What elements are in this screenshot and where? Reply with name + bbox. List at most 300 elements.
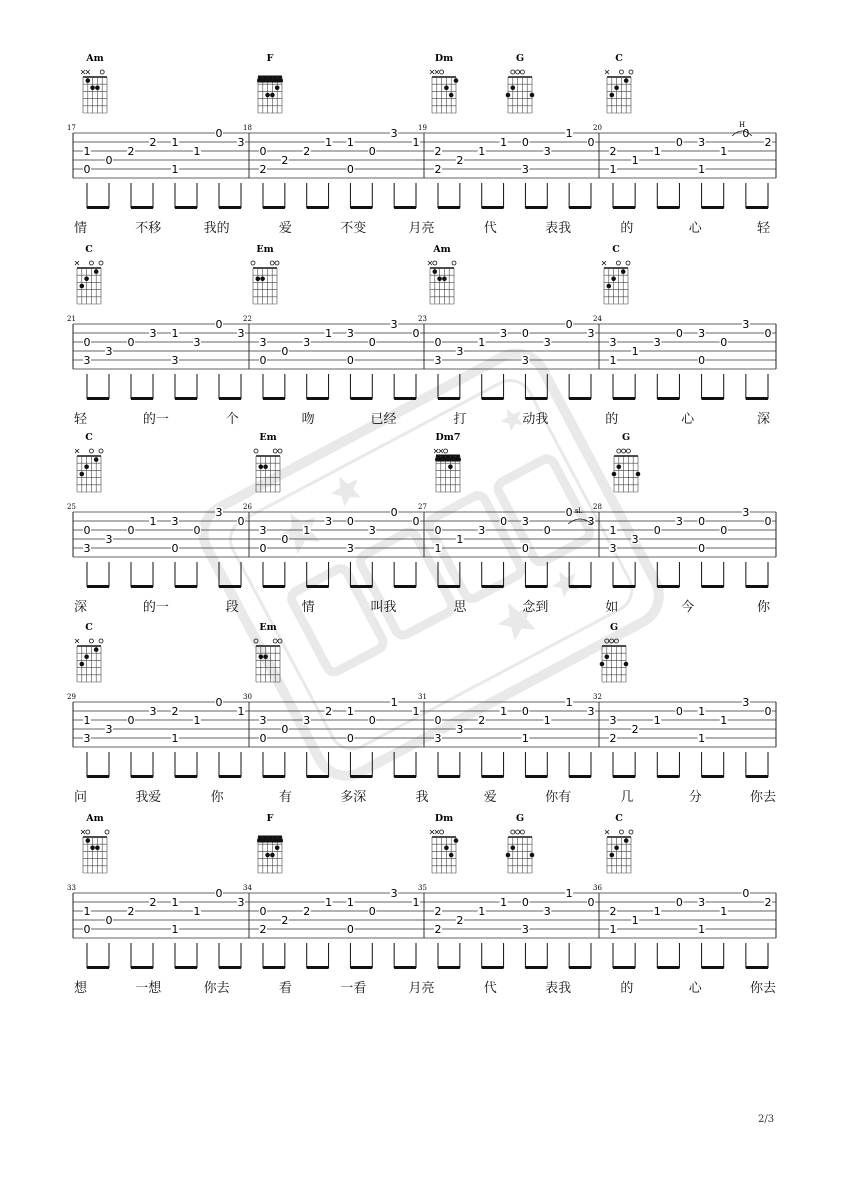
fret-number: 1 bbox=[390, 696, 398, 709]
note-beam bbox=[702, 397, 724, 400]
fret-number: 0 bbox=[698, 542, 706, 555]
note-beam bbox=[394, 585, 416, 588]
finger-dot bbox=[80, 472, 85, 477]
lyric-word: 你 bbox=[210, 790, 224, 805]
finger-dot bbox=[449, 93, 454, 98]
fret-number: 1 bbox=[171, 923, 179, 936]
open-marker bbox=[251, 261, 255, 265]
fret-number: 0 bbox=[587, 896, 595, 909]
fret-number: 1 bbox=[653, 905, 661, 918]
chord-name: Am bbox=[86, 53, 104, 64]
fret-number: 1 bbox=[303, 524, 311, 537]
fret-number: 0 bbox=[171, 542, 179, 555]
fret-number: 2 bbox=[325, 705, 333, 718]
note-beam bbox=[394, 397, 416, 400]
fret-number: 0 bbox=[368, 145, 376, 158]
finger-dot bbox=[454, 78, 459, 83]
fret-number: 1 bbox=[500, 136, 508, 149]
chord-diagram-G bbox=[506, 813, 535, 873]
chord-diagram-Dm bbox=[430, 53, 458, 113]
finger-dot bbox=[624, 78, 629, 83]
fret-number: 3 bbox=[346, 542, 354, 555]
open-marker bbox=[89, 449, 93, 453]
fret-number: 3 bbox=[521, 515, 529, 528]
lyric-word: 一想 bbox=[135, 981, 162, 996]
open-marker bbox=[86, 830, 90, 834]
fret-number: 2 bbox=[303, 905, 311, 918]
tab-system-2 bbox=[67, 315, 776, 400]
note-beam bbox=[219, 397, 241, 400]
note-beam bbox=[87, 775, 109, 778]
fret-number: 1 bbox=[478, 905, 486, 918]
measure-number: 30 bbox=[243, 693, 252, 701]
note-beam bbox=[702, 585, 724, 588]
measure-number: 22 bbox=[243, 315, 252, 323]
fret-number: 1 bbox=[171, 732, 179, 745]
note-beam bbox=[569, 585, 591, 588]
fret-number: 3 bbox=[83, 732, 91, 745]
finger-dot bbox=[511, 846, 516, 851]
fret-number: 0 bbox=[390, 506, 398, 519]
fret-number: 0 bbox=[127, 714, 135, 727]
finger-dot bbox=[444, 846, 449, 851]
note-beam bbox=[263, 775, 285, 778]
measure-number: 24 bbox=[593, 315, 602, 323]
fret-number: 2 bbox=[149, 896, 157, 909]
note-beam bbox=[613, 966, 635, 969]
note-beam bbox=[482, 585, 504, 588]
chord-name: C bbox=[612, 244, 620, 255]
fret-number: 3 bbox=[742, 696, 750, 709]
open-marker bbox=[622, 449, 626, 453]
chord-name: Dm bbox=[434, 53, 454, 64]
note-beam bbox=[613, 585, 635, 588]
lyric-word: 我 bbox=[415, 790, 429, 805]
lyric-word: 动我 bbox=[522, 412, 549, 427]
fret-number: 3 bbox=[149, 705, 157, 718]
fret-number: 3 bbox=[325, 515, 333, 528]
open-marker bbox=[629, 830, 633, 834]
measure-number: 19 bbox=[418, 124, 427, 132]
fret-number: 1 bbox=[412, 705, 420, 718]
finger-dot bbox=[95, 86, 100, 91]
lyric-word: 代 bbox=[483, 221, 497, 236]
fret-number: 3 bbox=[609, 336, 617, 349]
open-marker bbox=[273, 639, 277, 643]
fret-number: 1 bbox=[720, 905, 728, 918]
fret-number: 0 bbox=[368, 905, 376, 918]
note-beam bbox=[131, 966, 153, 969]
lyric-word: 表我 bbox=[545, 981, 572, 996]
fret-number: 0 bbox=[193, 524, 201, 537]
chord-name: C bbox=[85, 244, 93, 255]
note-beam bbox=[307, 966, 329, 969]
lyric-word: 个 bbox=[225, 412, 239, 427]
lyric-word: 我的 bbox=[203, 221, 230, 236]
fret-number: 0 bbox=[698, 354, 706, 367]
finger-dot bbox=[265, 93, 270, 98]
finger-dot bbox=[260, 277, 265, 282]
fret-number: 0 bbox=[434, 524, 442, 537]
fret-number: 3 bbox=[698, 136, 706, 149]
note-beam bbox=[263, 397, 285, 400]
lyric-word: 吻 bbox=[301, 412, 315, 427]
finger-dot bbox=[84, 465, 89, 470]
fret-number: 3 bbox=[237, 896, 245, 909]
finger-dot bbox=[621, 269, 626, 274]
open-marker bbox=[433, 261, 437, 265]
fret-number: 0 bbox=[127, 336, 135, 349]
note-beam bbox=[569, 206, 591, 209]
fret-number: 1 bbox=[325, 136, 333, 149]
open-marker bbox=[626, 449, 630, 453]
fret-number: 3 bbox=[631, 533, 639, 546]
open-marker bbox=[616, 261, 620, 265]
fret-number: 1 bbox=[631, 345, 639, 358]
fret-number: 3 bbox=[434, 732, 442, 745]
lyric-word: 情 bbox=[74, 221, 88, 236]
fret-number: 0 bbox=[346, 163, 354, 176]
fret-number: 3 bbox=[259, 524, 267, 537]
lyric-word: 我爱 bbox=[135, 790, 162, 805]
finger-dot bbox=[80, 284, 85, 289]
fret-number: 3 bbox=[587, 705, 595, 718]
finger-dot bbox=[449, 853, 454, 858]
fret-number: 0 bbox=[434, 714, 442, 727]
fret-number: 2 bbox=[281, 154, 289, 167]
lyric-word: 月亮 bbox=[408, 221, 435, 236]
lyric-word: 轻 bbox=[757, 221, 771, 236]
fret-number: 0 bbox=[521, 705, 529, 718]
lyric-word: 爱 bbox=[483, 790, 497, 805]
fret-number: 0 bbox=[105, 154, 113, 167]
note-beam bbox=[438, 585, 460, 588]
fret-number: 0 bbox=[587, 136, 595, 149]
lyric-word: 心 bbox=[688, 981, 702, 996]
lyric-word: 不变 bbox=[340, 221, 367, 236]
lyric-word: 看 bbox=[278, 981, 292, 996]
chord-name: G bbox=[515, 53, 525, 64]
note-beam bbox=[131, 397, 153, 400]
finger-dot bbox=[454, 838, 459, 843]
watermark-star-icon bbox=[326, 470, 366, 510]
fret-number: 3 bbox=[456, 723, 464, 736]
fret-number: 2 bbox=[149, 136, 157, 149]
lyric-word: 心 bbox=[688, 221, 702, 236]
chord-diagram-F bbox=[257, 53, 283, 113]
lyric-word: 已经 bbox=[370, 412, 397, 427]
fret-number: 0 bbox=[259, 732, 267, 745]
fret-number: 1 bbox=[193, 714, 201, 727]
fret-number: 3 bbox=[303, 714, 311, 727]
fret-number: 3 bbox=[259, 714, 267, 727]
fret-number: 0 bbox=[237, 515, 245, 528]
lyric-word: 爱 bbox=[278, 221, 292, 236]
note-beam bbox=[657, 397, 679, 400]
chord-diagram-Am bbox=[81, 813, 109, 873]
note-beam bbox=[263, 206, 285, 209]
fret-number: 0 bbox=[521, 327, 529, 340]
note-beam bbox=[746, 206, 768, 209]
chord-diagram-Am bbox=[428, 244, 456, 304]
fret-number: 1 bbox=[609, 923, 617, 936]
fret-number: 2 bbox=[434, 163, 442, 176]
finger-dot bbox=[275, 86, 280, 91]
chord-diagram-C bbox=[75, 432, 103, 492]
note-beam bbox=[482, 966, 504, 969]
note-beam bbox=[525, 397, 547, 400]
fret-number: 0 bbox=[259, 905, 267, 918]
fret-number: 1 bbox=[631, 154, 639, 167]
watermark-star-icon bbox=[548, 565, 583, 600]
lyric-word: 的一 bbox=[142, 600, 169, 615]
finger-dot bbox=[95, 846, 100, 851]
fret-number: 3 bbox=[105, 723, 113, 736]
fret-number: 3 bbox=[105, 533, 113, 546]
finger-dot bbox=[90, 86, 95, 91]
open-marker bbox=[619, 830, 623, 834]
chord-diagram-C bbox=[605, 53, 633, 113]
lyric-word: 几 bbox=[620, 790, 634, 805]
fret-number: 0 bbox=[521, 136, 529, 149]
lyric-word: 你去 bbox=[750, 790, 777, 805]
note-beam bbox=[702, 775, 724, 778]
finger-dot bbox=[442, 277, 447, 282]
finger-dot bbox=[530, 93, 535, 98]
fret-number: 1 bbox=[698, 163, 706, 176]
fret-number: 2 bbox=[434, 923, 442, 936]
note-beam bbox=[307, 397, 329, 400]
measure-number: 34 bbox=[243, 884, 252, 892]
fret-number: 0 bbox=[346, 732, 354, 745]
lyric-word: 深 bbox=[74, 600, 88, 615]
note-beam bbox=[438, 206, 460, 209]
fret-number: 3 bbox=[105, 345, 113, 358]
finger-dot bbox=[610, 853, 615, 858]
barre-bar bbox=[257, 79, 283, 83]
fret-number: 3 bbox=[653, 336, 661, 349]
note-beam bbox=[657, 966, 679, 969]
fret-number: 2 bbox=[609, 905, 617, 918]
fret-number: 2 bbox=[434, 905, 442, 918]
note-beam bbox=[702, 206, 724, 209]
note-beam bbox=[702, 966, 724, 969]
lyric-word: 深 bbox=[757, 412, 771, 427]
note-beam bbox=[482, 775, 504, 778]
fret-number: 0 bbox=[742, 127, 750, 140]
fret-number: 3 bbox=[346, 327, 354, 340]
finger-dot bbox=[84, 277, 89, 282]
finger-dot bbox=[448, 465, 453, 470]
chord-name: G bbox=[515, 813, 525, 824]
fret-number: 3 bbox=[368, 524, 376, 537]
fret-number: 0 bbox=[346, 923, 354, 936]
finger-dot bbox=[506, 93, 511, 98]
note-beam bbox=[657, 775, 679, 778]
chord-name: G bbox=[609, 622, 619, 633]
fret-number: 1 bbox=[193, 905, 201, 918]
measure-number: 36 bbox=[593, 884, 602, 892]
fret-number: 2 bbox=[609, 732, 617, 745]
fret-number: 3 bbox=[237, 327, 245, 340]
open-marker bbox=[629, 70, 633, 74]
fret-number: 0 bbox=[346, 515, 354, 528]
note-beam bbox=[175, 585, 197, 588]
fret-number: 1 bbox=[325, 896, 333, 909]
note-beam bbox=[175, 966, 197, 969]
fret-number: 3 bbox=[609, 542, 617, 555]
fret-number: 3 bbox=[456, 345, 464, 358]
lyric-word: 段 bbox=[225, 600, 239, 615]
note-beam bbox=[525, 775, 547, 778]
lyric-word: 的一 bbox=[142, 412, 169, 427]
fret-number: 3 bbox=[390, 887, 398, 900]
fret-number: 1 bbox=[434, 542, 442, 555]
open-marker bbox=[100, 70, 104, 74]
fret-number: 3 bbox=[83, 542, 91, 555]
note-beam bbox=[263, 966, 285, 969]
chord-diagram-G bbox=[612, 432, 641, 492]
fret-number: 0 bbox=[675, 327, 683, 340]
finger-dot bbox=[624, 838, 629, 843]
finger-dot bbox=[263, 655, 268, 660]
finger-dot bbox=[263, 465, 268, 470]
fret-number: 1 bbox=[456, 533, 464, 546]
finger-dot bbox=[612, 472, 617, 477]
chord-name: Am bbox=[86, 813, 104, 824]
note-beam bbox=[438, 397, 460, 400]
fret-number: 3 bbox=[609, 714, 617, 727]
page-number: 2/3 bbox=[758, 1114, 775, 1125]
lyric-word: 的 bbox=[620, 981, 634, 996]
fret-number: 0 bbox=[521, 896, 529, 909]
lyric-word: 一看 bbox=[340, 981, 367, 996]
fret-number: 1 bbox=[631, 914, 639, 927]
fret-number: 0 bbox=[83, 163, 91, 176]
fret-number: 1 bbox=[412, 896, 420, 909]
finger-dot bbox=[614, 86, 619, 91]
fret-number: 0 bbox=[215, 318, 223, 331]
fret-number: 0 bbox=[742, 887, 750, 900]
lyric-word: 念到 bbox=[522, 600, 549, 615]
fret-number: 1 bbox=[346, 705, 354, 718]
fret-number: 2 bbox=[259, 163, 267, 176]
finger-dot bbox=[636, 472, 641, 477]
open-marker bbox=[617, 449, 621, 453]
open-marker bbox=[520, 70, 524, 74]
measure-number: 29 bbox=[67, 693, 76, 701]
note-beam bbox=[525, 206, 547, 209]
measure-number: 18 bbox=[243, 124, 252, 132]
lyric-word: 代 bbox=[483, 981, 497, 996]
fret-number: 0 bbox=[412, 327, 420, 340]
fret-number: 0 bbox=[215, 887, 223, 900]
fret-number: 3 bbox=[587, 327, 595, 340]
note-beam bbox=[307, 585, 329, 588]
fret-number: 0 bbox=[259, 354, 267, 367]
fret-number: 1 bbox=[237, 705, 245, 718]
finger-dot bbox=[607, 284, 612, 289]
lyric-word: 思 bbox=[453, 600, 467, 615]
fret-number: 0 bbox=[565, 318, 573, 331]
fret-number: 0 bbox=[653, 524, 661, 537]
fret-number: 3 bbox=[742, 318, 750, 331]
finger-dot bbox=[275, 846, 280, 851]
open-marker bbox=[516, 830, 520, 834]
measure-number: 25 bbox=[67, 503, 76, 511]
fret-number: 1 bbox=[698, 705, 706, 718]
note-beam bbox=[525, 966, 547, 969]
fret-number: 0 bbox=[698, 515, 706, 528]
fret-number: 3 bbox=[303, 336, 311, 349]
chord-name: Dm bbox=[434, 813, 454, 824]
lyric-word: 表我 bbox=[545, 221, 572, 236]
note-beam bbox=[657, 206, 679, 209]
note-beam bbox=[350, 585, 372, 588]
finger-dot bbox=[90, 846, 95, 851]
note-beam bbox=[263, 585, 285, 588]
fret-number: 0 bbox=[500, 515, 508, 528]
measure-number: 27 bbox=[418, 503, 427, 511]
fret-number: 0 bbox=[368, 336, 376, 349]
fret-number: 2 bbox=[171, 705, 179, 718]
chord-name: Em bbox=[259, 432, 277, 443]
note-beam bbox=[307, 775, 329, 778]
lyric-word: 月亮 bbox=[408, 981, 435, 996]
lyric-word: 轻 bbox=[74, 412, 88, 427]
finger-dot bbox=[86, 838, 91, 843]
fret-number: 3 bbox=[698, 896, 706, 909]
measure-number: 20 bbox=[593, 124, 602, 132]
open-marker bbox=[511, 70, 515, 74]
measure-number: 31 bbox=[418, 693, 427, 701]
finger-dot bbox=[80, 662, 85, 667]
fret-number: 0 bbox=[346, 354, 354, 367]
fret-number: 1 bbox=[412, 136, 420, 149]
slide-label: sl. bbox=[574, 507, 584, 515]
hammer-on-label: H bbox=[738, 121, 746, 129]
fret-number: 0 bbox=[412, 515, 420, 528]
finger-dot bbox=[611, 277, 616, 282]
fret-number: 3 bbox=[543, 905, 551, 918]
chord-diagram-C bbox=[605, 813, 633, 873]
chord-name: C bbox=[85, 432, 93, 443]
finger-dot bbox=[94, 457, 99, 462]
open-marker bbox=[89, 261, 93, 265]
lyric-word: 心 bbox=[681, 412, 695, 427]
fret-number: 0 bbox=[105, 914, 113, 927]
fret-number: 1 bbox=[609, 354, 617, 367]
fret-number: 1 bbox=[653, 714, 661, 727]
fret-number: 0 bbox=[259, 542, 267, 555]
chord-diagram-Em bbox=[251, 244, 279, 304]
fret-number: 1 bbox=[500, 896, 508, 909]
open-marker bbox=[270, 261, 274, 265]
note-beam bbox=[569, 397, 591, 400]
lyric-word: 你有 bbox=[545, 790, 572, 805]
note-beam bbox=[746, 397, 768, 400]
note-beam bbox=[746, 775, 768, 778]
note-beam bbox=[394, 775, 416, 778]
lyric-word: 你去 bbox=[750, 981, 777, 996]
finger-dot bbox=[610, 93, 615, 98]
fret-number: 0 bbox=[764, 327, 772, 340]
chord-name: G bbox=[621, 432, 631, 443]
fret-number: 3 bbox=[390, 127, 398, 140]
lyric-word: 不移 bbox=[135, 221, 162, 236]
fret-number: 1 bbox=[565, 887, 573, 900]
lyric-word: 情 bbox=[301, 600, 315, 615]
